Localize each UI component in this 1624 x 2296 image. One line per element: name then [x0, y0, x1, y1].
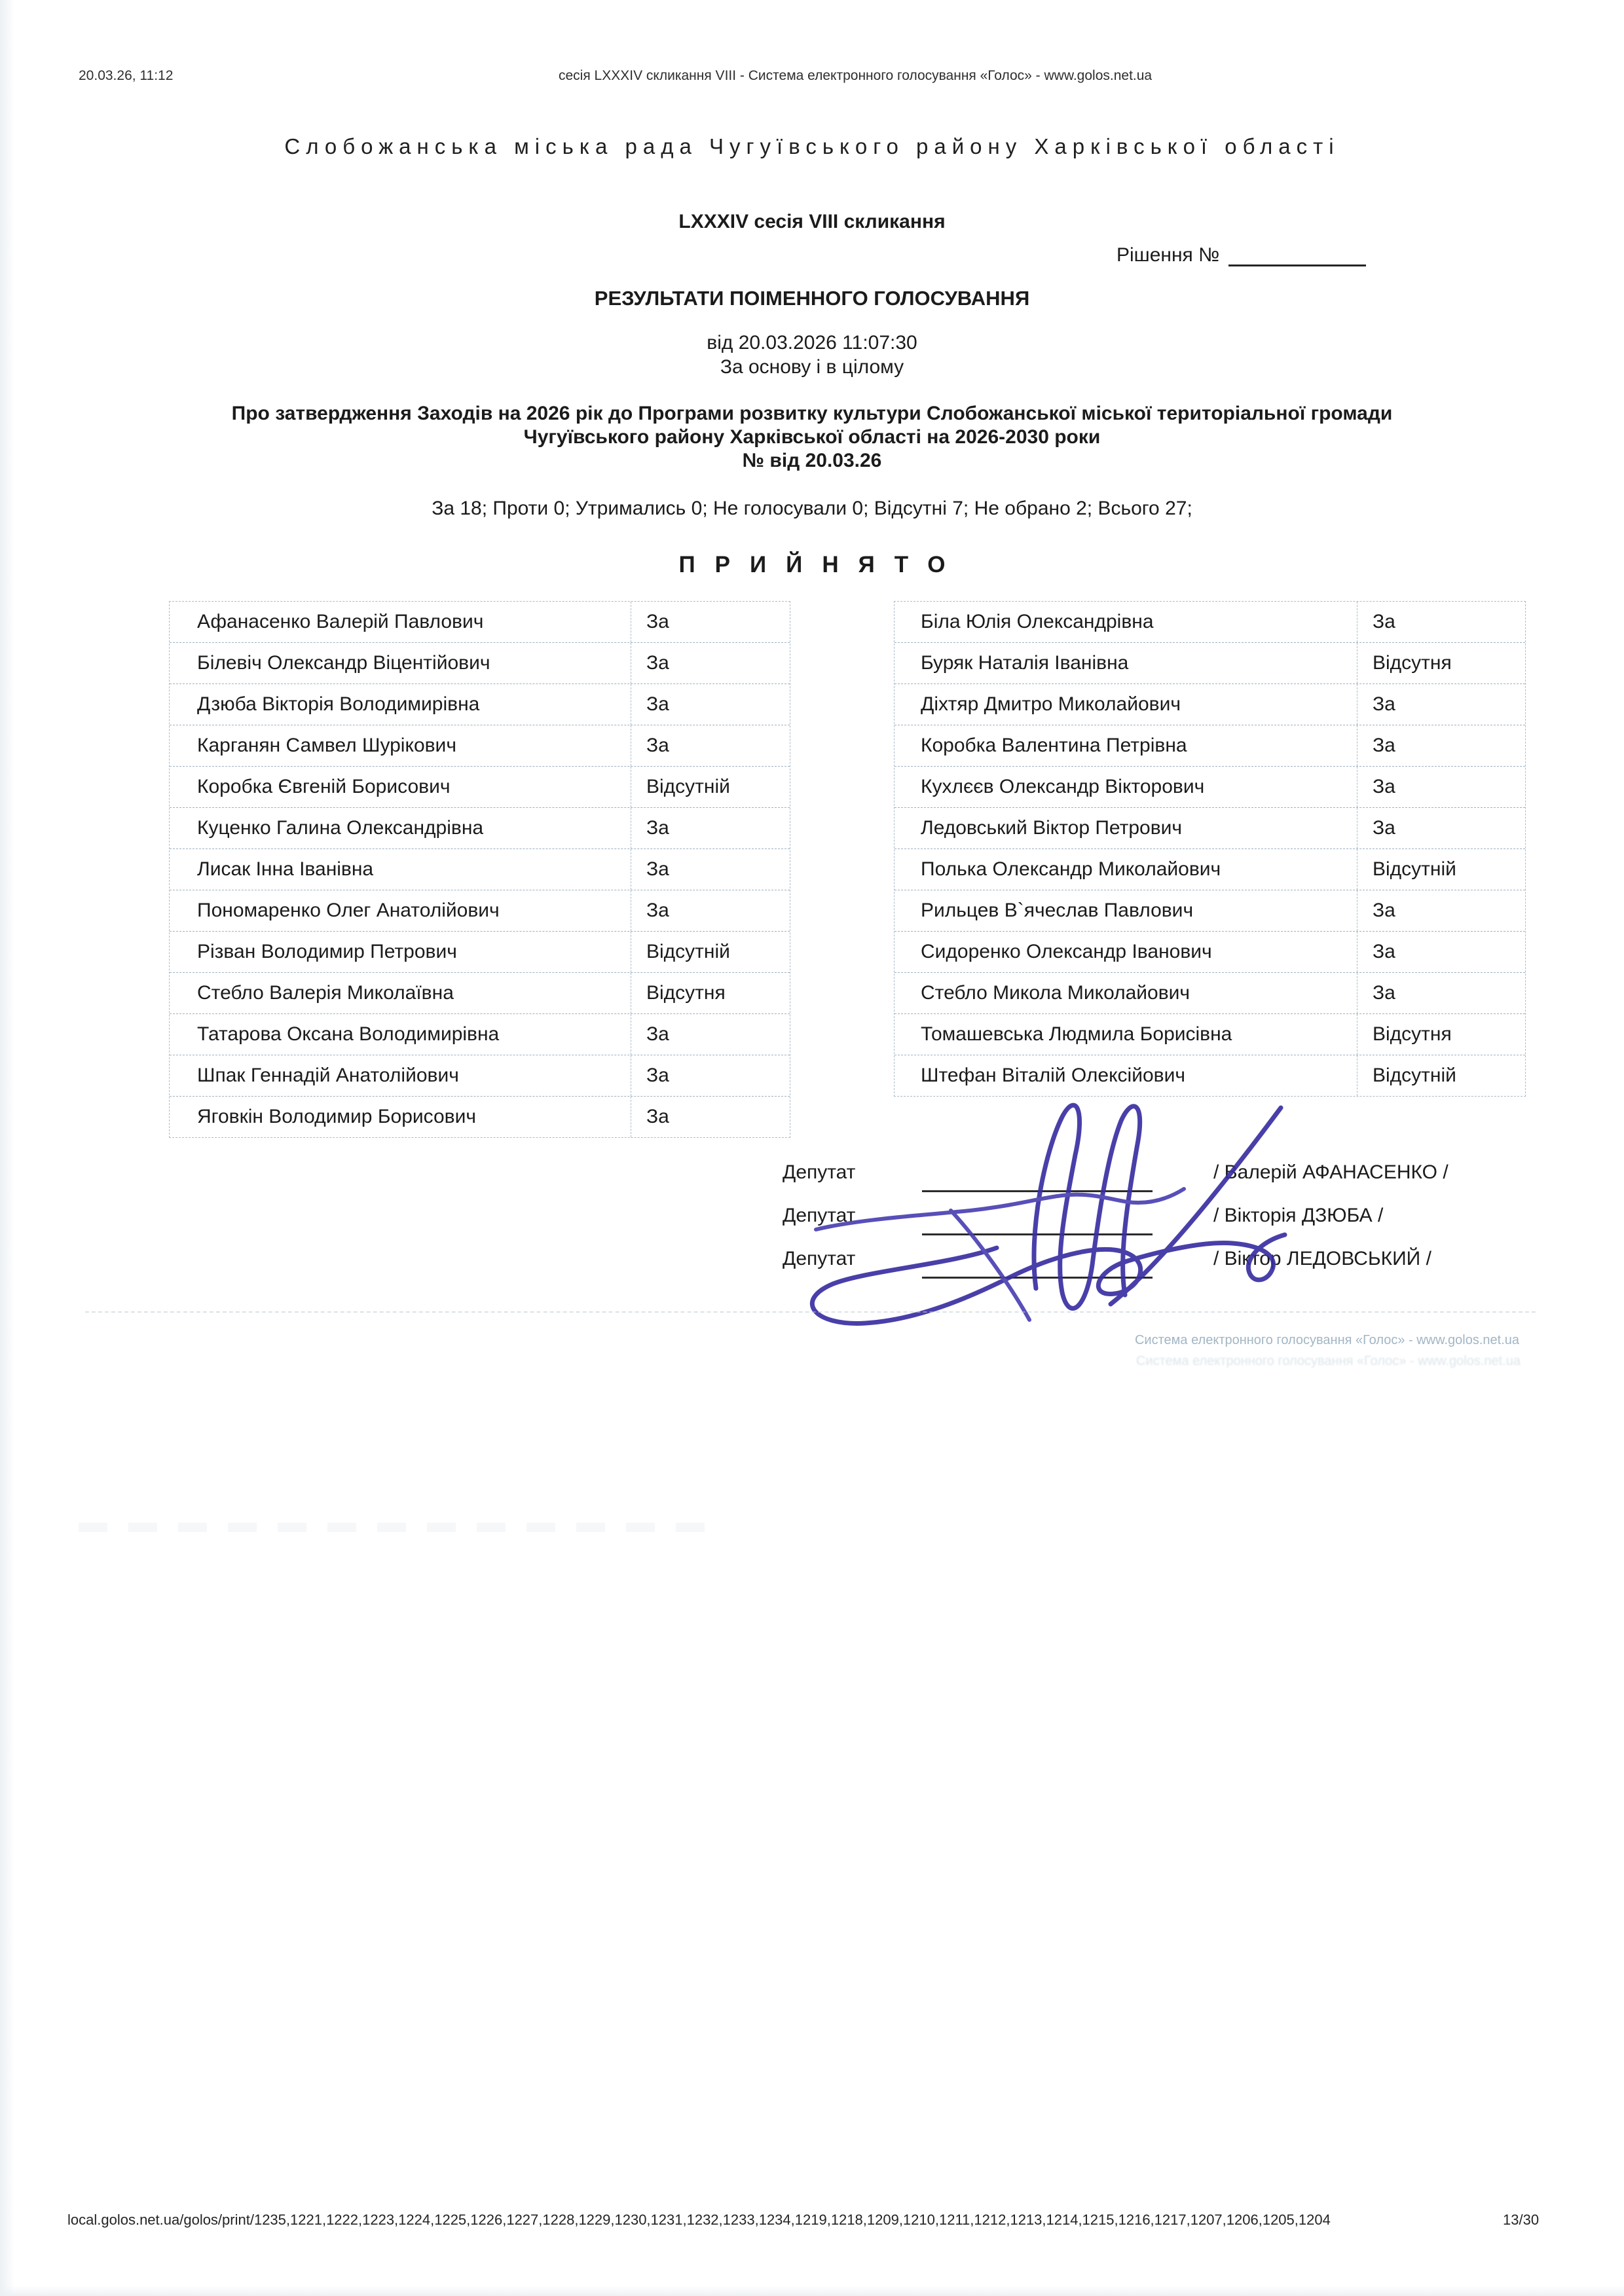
- session-title: LXXXIV сесія VIII скликання: [678, 211, 946, 232]
- signatory-name: / Вікторія ДЗЮБА /: [1213, 1205, 1384, 1226]
- vote-value: Відсутня: [631, 973, 790, 1013]
- vote-table-row: [895, 642, 1525, 683]
- deputy-name: Буряк Наталія Іванівна: [921, 652, 1129, 674]
- vote-value: За: [631, 602, 790, 642]
- system-watermark: Система електронного голосування «Голос» - www.golos.net.ua: [1134, 1333, 1519, 1347]
- vote-table-row: [170, 1013, 790, 1055]
- vote-table-row: [895, 972, 1525, 1013]
- vote-table-row: [170, 807, 790, 848]
- deputy-name: Яговкін Володимир Борисович: [197, 1106, 476, 1127]
- print-timestamp: 20.03.26, 11:12: [79, 68, 174, 83]
- vote-table-left: [169, 601, 790, 1138]
- vote-table-row: [170, 1055, 790, 1096]
- handwritten-signature-ink: [753, 1067, 1342, 1342]
- deputy-name: Полька Олександр Миколайович: [921, 858, 1221, 880]
- vote-table-row: [170, 725, 790, 766]
- vote-table-row: [170, 890, 790, 931]
- deputy-name: Татарова Оксана Володимирівна: [197, 1023, 500, 1045]
- vote-value: За: [1357, 725, 1525, 766]
- subject-line-2: Чугуївського району Харківської області на 2026-2030 роки: [523, 426, 1101, 448]
- deputy-name: Стебло Микола Миколайович: [921, 982, 1190, 1004]
- council-title: Слобожанська міська рада Чугуївського району Харківської області: [284, 134, 1340, 158]
- vote-table-row: [170, 642, 790, 683]
- vote-table-row: [895, 725, 1525, 766]
- scan-edge-artifact: [0, 2286, 1624, 2296]
- vote-table-row: [170, 848, 790, 890]
- signatory-role: Депутат: [783, 1161, 856, 1183]
- vote-value: За: [1357, 890, 1525, 931]
- decision-label-text: Рішення №: [1116, 244, 1220, 266]
- vote-value: Відсутній: [1357, 849, 1525, 890]
- deputy-name: Коробка Валентина Петрівна: [921, 735, 1187, 756]
- vote-datetime: від 20.03.2026 11:07:30: [707, 332, 917, 354]
- deputy-name: Пономаренко Олег Анатолійович: [197, 900, 500, 921]
- vote-table-row: [170, 972, 790, 1013]
- resolution-subject: [0, 402, 1624, 473]
- vote-table-row: [895, 1013, 1525, 1055]
- signatory-name: / Віктор ЛЕДОВСЬКИЙ /: [1213, 1248, 1431, 1269]
- vote-value: Відсутній: [631, 767, 790, 807]
- deputy-name: Біла Юлія Олександрівна: [921, 611, 1154, 632]
- vote-value: Відсутній: [631, 932, 790, 972]
- vote-table-row: [895, 766, 1525, 807]
- vote-table-row: [895, 848, 1525, 890]
- vote-value: Відсутня: [1357, 643, 1525, 683]
- deputy-name: Лисак Інна Іванівна: [197, 858, 374, 880]
- vote-table-row: [170, 1096, 790, 1137]
- signatory-role: Депутат: [783, 1205, 856, 1226]
- deputy-name: Білевіч Олександр Віцентійович: [197, 652, 490, 674]
- deputy-name: Стебло Валерія Миколаївна: [197, 982, 454, 1004]
- print-header-title: сесія LXXXIV скликання VIII - Система електронного голосування «Голос» - www.golos.net.ua: [559, 68, 1153, 83]
- vote-table-row: [895, 683, 1525, 725]
- vote-stage: За основу і в цілому: [720, 356, 904, 378]
- scan-artifact-line: [85, 1311, 1536, 1313]
- vote-table-row: [170, 683, 790, 725]
- vote-value: За: [631, 1097, 790, 1137]
- scan-artifact-line: [79, 1523, 720, 1532]
- deputy-name: Афанасенко Валерій Павлович: [197, 611, 484, 632]
- vote-value: Відсутній: [1357, 1055, 1525, 1096]
- vote-value: За: [631, 643, 790, 683]
- outcome-label: ПРИЙНЯТО: [678, 552, 965, 577]
- deputy-name: Сидоренко Олександр Іванович: [921, 941, 1212, 962]
- vote-value: За: [631, 808, 790, 848]
- vote-value: За: [1357, 973, 1525, 1013]
- deputy-name: Штефан Віталій Олексійович: [921, 1065, 1185, 1086]
- vote-table-row: [170, 602, 790, 642]
- vote-table-row: [170, 931, 790, 972]
- results-heading: РЕЗУЛЬТАТИ ПОІМЕННОГО ГОЛОСУВАННЯ: [594, 287, 1030, 310]
- vote-value: За: [1357, 932, 1525, 972]
- footer-page-number: 13/30: [1503, 2212, 1540, 2228]
- deputy-name: Томашевська Людмила Борисівна: [921, 1023, 1232, 1045]
- subject-line-1: Про затвердження Заходів на 2026 рік до Програми розвитку культури Слобожанської міської територіальної громади: [231, 403, 1393, 424]
- deputy-name: Дзюба Вікторія Володимирівна: [197, 693, 480, 715]
- decision-number-blank-line: [1228, 244, 1366, 266]
- deputy-name: Коробка Євгеній Борисович: [197, 776, 451, 797]
- vote-value: За: [1357, 767, 1525, 807]
- vote-table-row: [895, 807, 1525, 848]
- vote-value: За: [631, 849, 790, 890]
- vote-value: За: [1357, 602, 1525, 642]
- vote-value: За: [1357, 684, 1525, 725]
- vote-value: За: [631, 1014, 790, 1055]
- deputy-name: Рильцев В`ячеслав Павлович: [921, 900, 1194, 921]
- vote-value: За: [1357, 808, 1525, 848]
- deputy-name: Різван Володимир Петрович: [197, 941, 457, 962]
- vote-table-row: [895, 890, 1525, 931]
- subject-line-3: № від 20.03.26: [742, 450, 882, 471]
- vote-table-right: [894, 601, 1526, 1097]
- deputy-name: Куценко Галина Олександрівна: [197, 817, 484, 839]
- vote-value: За: [631, 725, 790, 766]
- footer-print-url: local.golos.net.ua/golos/print/1235,1221,1222,1223,1224,1225,1226,1227,1228,1229,1230,1231,1232,1233,1234,1219,1218,1209,1210,1211,1212,1213,1214,1215,1216,1217,1207,1206,1205,1204: [67, 2212, 1331, 2228]
- vote-value: За: [631, 684, 790, 725]
- vote-value: Відсутня: [1357, 1014, 1525, 1055]
- deputy-name: Діхтяр Дмитро Миколайович: [921, 693, 1181, 715]
- vote-value: За: [631, 890, 790, 931]
- deputy-name: Ледовський Віктор Петрович: [921, 817, 1183, 839]
- deputy-name: Кухлєєв Олександр Вікторович: [921, 776, 1205, 797]
- decision-number-label: [1116, 244, 1366, 266]
- signatory-role: Депутат: [783, 1248, 856, 1269]
- signatory-name: / Валерій АФАНАСЕНКО /: [1213, 1161, 1449, 1183]
- system-watermark-echo: Система електронного голосування «Голос» - www.golos.net.ua: [1135, 1354, 1521, 1368]
- vote-table-row: [895, 931, 1525, 972]
- deputy-name: Карганян Самвел Шурікович: [197, 735, 456, 756]
- vote-totals-summary: За 18; Проти 0; Утримались 0; Не голосували 0; Відсутні 7; Не обрано 2; Всього 27;: [432, 498, 1192, 519]
- vote-value: За: [631, 1055, 790, 1096]
- vote-table-row: [170, 766, 790, 807]
- vote-table-row: [895, 602, 1525, 642]
- deputy-name: Шпак Геннадій Анатолійович: [197, 1065, 459, 1086]
